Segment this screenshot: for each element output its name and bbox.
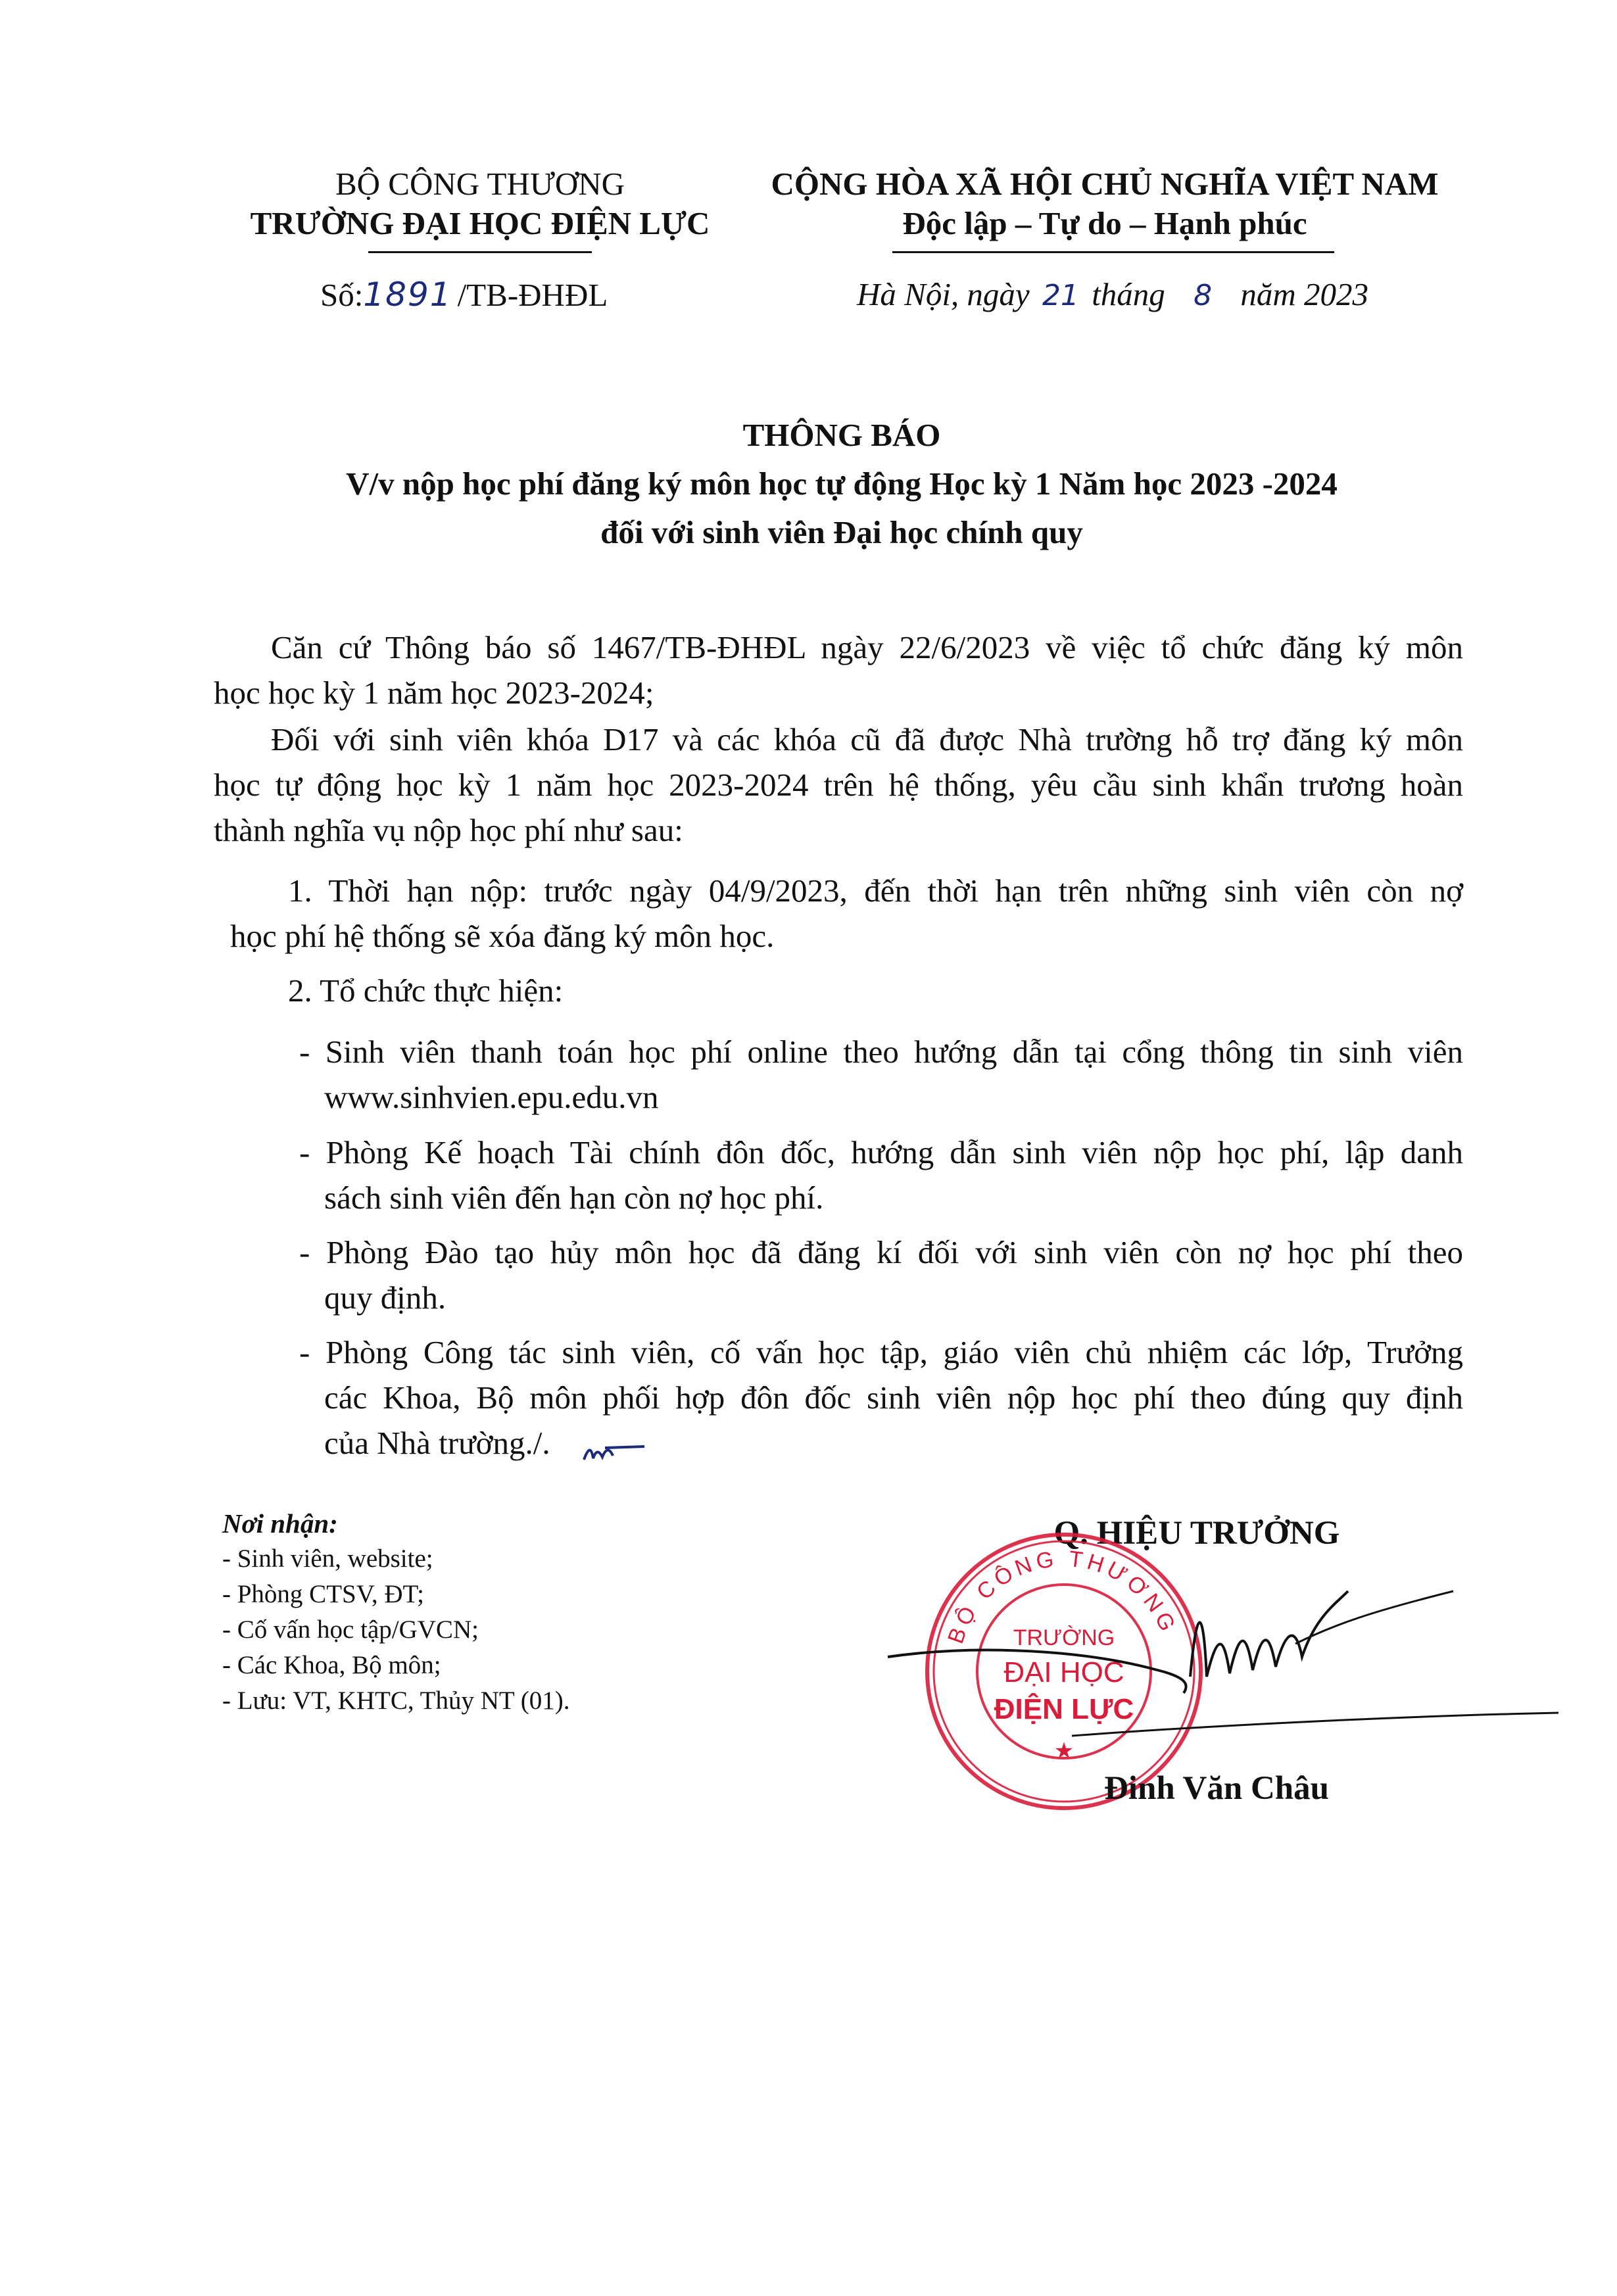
recipient-item: - Sinh viên, website; (222, 1544, 433, 1573)
bullet-training-line1: - Phòng Đào tạo hủy môn học đã đăng kí đối với sinh viên còn nợ học phí theo (299, 1234, 1463, 1270)
issue-date (857, 275, 1449, 316)
motto-underline (892, 251, 1334, 253)
deadline-line2: học phí hệ thống sẽ xóa đăng ký môn học. (230, 918, 775, 954)
date-day-handwritten: 21 (1042, 279, 1079, 312)
bullet-training (299, 1230, 1463, 1320)
item-deadline (230, 868, 1463, 959)
header-left (197, 164, 763, 243)
date-month-label: tháng (1092, 276, 1165, 312)
header-left-underline (368, 251, 592, 253)
recipients-heading: Nơi nhận: (222, 1508, 338, 1539)
handwritten-signature (875, 1578, 1572, 1749)
notice-title: THÔNG BÁO (742, 417, 941, 453)
bullet-students-line2: www.sinhvien.epu.edu.vn (324, 1079, 659, 1115)
bullet-students (299, 1029, 1463, 1120)
header-right (743, 164, 1466, 243)
basis-line1: Căn cứ Thông báo số 1467/TB-ĐHĐL ngày 22/6/2023 về việc tổ chức đăng ký môn (271, 629, 1463, 665)
stamp-line3: ĐIỆN LỰC (994, 1693, 1134, 1725)
request-line2: học tự động học kỳ 1 năm học 2023-2024 trên hệ thống, yêu cầu sinh khẩn trương hoàn (214, 767, 1463, 803)
notice-title-block (197, 411, 1486, 557)
bullet-coordination-line3: của Nhà trường./. (324, 1425, 550, 1461)
recipients-block (222, 1506, 814, 1719)
signatory-title: Q. HIỆU TRƯỞNG (1053, 1515, 1340, 1552)
bullet-training-line2: quy định. (324, 1280, 446, 1316)
recipient-item: - Lưu: VT, KHTC, Thủy NT (01). (222, 1686, 570, 1715)
signatory-name: Đinh Văn Châu (1103, 1770, 1330, 1807)
document-number (320, 275, 781, 315)
request-line3: thành nghĩa vụ nộp học phí như sau: (214, 812, 683, 848)
stamp-line2: ĐẠI HỌC (1003, 1656, 1124, 1688)
recipient-item: - Các Khoa, Bộ môn; (222, 1651, 441, 1679)
notice-subject-line2: đối với sinh viên Đại học chính quy (600, 514, 1083, 550)
bullet-coordination (299, 1329, 1463, 1466)
implementation-heading: 2. Tổ chức thực hiện: (288, 972, 564, 1009)
deadline-line1: 1. Thời hạn nộp: trước ngày 04/9/2023, đến thời hạn trên những sinh viên còn nợ (288, 873, 1463, 909)
bullet-finance-line1: - Phòng Kế hoạch Tài chính đôn đốc, hướng dẫn sinh viên nộp học phí, lập danh (299, 1134, 1463, 1170)
initials-mark (579, 1433, 651, 1473)
stamp-line1: TRƯỜNG (1013, 1625, 1115, 1650)
stamp-ring-text: BỘ CÔNG THƯƠNG (943, 1546, 1182, 1647)
basis-line2: học học kỳ 1 năm học 2023-2024; (214, 675, 654, 711)
bullet-finance-line2: sách sinh viên đến hạn còn nợ học phí. (324, 1180, 824, 1216)
date-year: năm 2023 (1240, 276, 1368, 312)
body-paragraph-basis (214, 625, 1463, 715)
number-prefix: Số: (320, 277, 364, 313)
body-paragraph-request (214, 717, 1463, 853)
date-prefix: Hà Nội, ngày (857, 276, 1030, 312)
number-handwritten: 1891 (363, 275, 452, 314)
svg-text:★: ★ (1053, 1738, 1074, 1763)
bullet-coordination-line2: các Khoa, Bộ môn phối hợp đôn đốc sinh viên nộp học phí theo đúng quy định (324, 1379, 1463, 1416)
notice-subject-line1: V/v nộp học phí đăng ký môn học tự động Học kỳ 1 Năm học 2023 -2024 (346, 466, 1338, 502)
number-suffix: /TB-ĐHĐL (457, 277, 608, 313)
recipient-item: - Phòng CTSV, ĐT; (222, 1580, 425, 1608)
request-line1: Đối với sinh viên khóa D17 và các khóa cũ đã được Nhà trường hỗ trợ đăng ký môn (271, 721, 1463, 757)
item-implementation (288, 968, 1472, 1013)
date-month-handwritten: 8 (1194, 279, 1213, 312)
bullet-finance (299, 1130, 1463, 1220)
school-name: TRƯỜNG ĐẠI HỌC ĐIỆN LỰC (250, 205, 710, 241)
bullet-students-line1: - Sinh viên thanh toán học phí online theo hướng dẫn tại cổng thông tin sinh viên (299, 1034, 1463, 1070)
ministry-name: BỘ CÔNG THƯƠNG (335, 166, 625, 202)
national-motto: Độc lập – Tự do – Hạnh phúc (902, 205, 1307, 241)
bullet-coordination-line1: - Phòng Công tác sinh viên, cố vấn học tập, giáo viên chủ nhiệm các lớp, Trưởng (299, 1334, 1463, 1370)
recipient-item: - Cố vấn học tập/GVCN; (222, 1615, 479, 1644)
country-name: CỘNG HÒA XÃ HỘI CHỦ NGHĨA VIỆT NAM (771, 166, 1439, 202)
